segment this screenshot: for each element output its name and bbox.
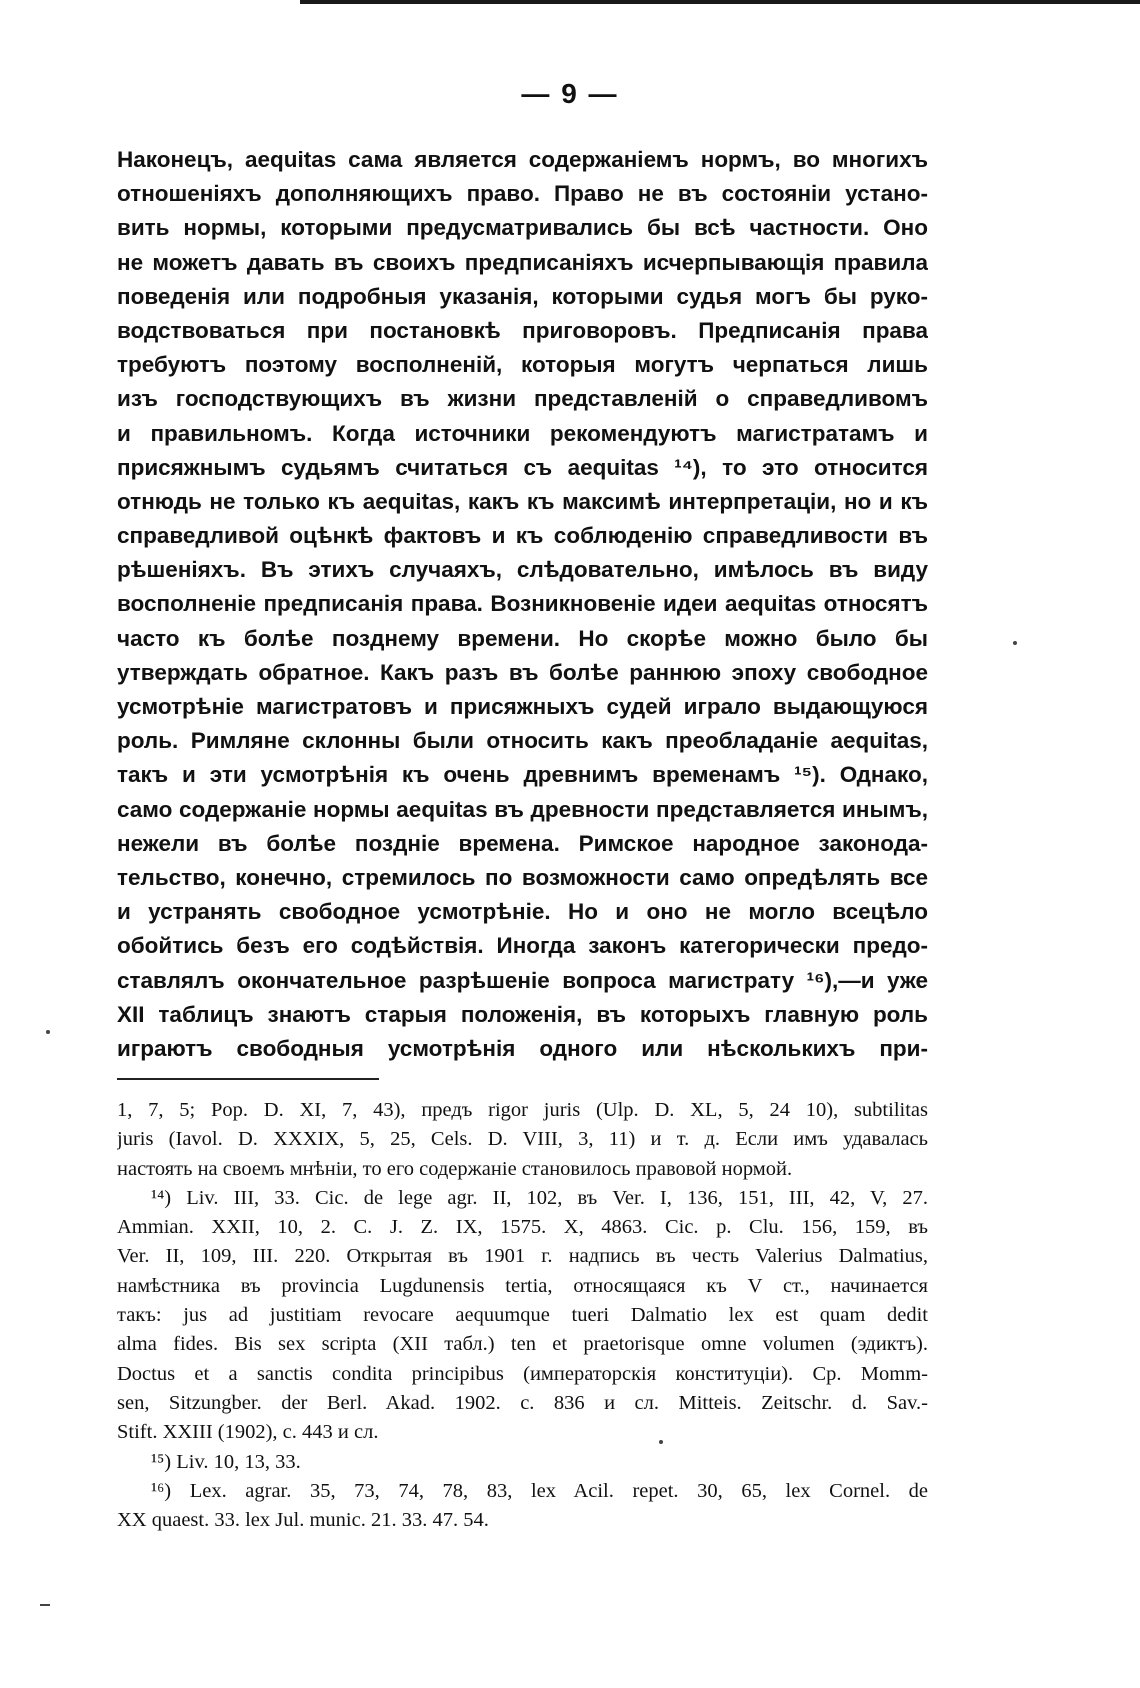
body-line: Наконецъ, aequitas сама является содержаніемъ нормъ, во многихъ [117, 147, 928, 172]
footnote-line: Ammian. XXII, 10, 2. C. J. Z. IX, 1575. X, 4863. Cic. p. Clu. 156, 159, въ [117, 1216, 928, 1239]
body-line: обойтись безъ его содѣйствія. Иногда законъ категорически предо- [117, 933, 928, 959]
footnote-line: sen, Sitzungber. der Berl. Akad. 1902. c. 836 и сл. Mitteis. Zeitschr. d. Sav.- [117, 1391, 928, 1414]
footnote-14: ¹⁴) Liv. III, 33. Cic. de lege agr. II, 102, въ Ver. I, 136, 151, III, 42, V, 27. [151, 1186, 928, 1209]
body-line: XII таблицъ знаютъ старыя положенія, въ которыхъ главную роль [117, 1001, 928, 1027]
body-line: рѣшеніяхъ. Въ этихъ случаяхъ, слѣдовательно, имѣлось въ виду [117, 557, 928, 583]
footnote-line: juris (Iavol. D. XXXIX, 5, 25, Cels. D. VIII, 3, 11) и т. д. Если имъ удавалась [117, 1128, 928, 1151]
body-line: и устранять свободное усмотрѣніе. Но и оно не могло всецѣло [117, 899, 928, 925]
scan-speck [1013, 641, 1017, 645]
body-line: отношеніяхъ дополняющихъ право. Право не въ состояніи устано- [117, 181, 928, 207]
footnote-line: такъ: jus ad justitiam revocare aequumque tueri Dalmatio lex est quam dedit [117, 1304, 928, 1327]
body-line: роль. Римляне склонны были относить какъ преобладаніе aequitas, [117, 728, 928, 754]
main-text [117, 143, 928, 1066]
footnote-line: alma fides. Bis sex scripta (XII табл.) ten et praetorisque omne volumen (эдиктъ). [117, 1333, 928, 1356]
scan-speck [659, 1440, 663, 1444]
body-line: такъ и эти усмотрѣнія къ очень древнимъ временамъ ¹⁵). Однако, [117, 762, 928, 788]
footnote-line: намѣстника въ provincia Lugdunensis tertia, относящаяся къ V ст., начинается [117, 1274, 928, 1297]
body-line: отнюдь не только къ aequitas, какъ къ максимѣ интерпретаціи, но и къ [117, 488, 928, 514]
body-line: само содержаніе нормы aequitas въ древности представляется инымъ, [117, 796, 928, 822]
body-line: тельство, конечно, стремилось по возможности само опредѣлять все [117, 864, 928, 890]
body-line: часто къ болѣе позднему времени. Но скорѣе можно было бы [117, 625, 928, 651]
body-line: вить нормы, которыми предусматривались бы всѣ частности. Оно [117, 215, 928, 241]
body-line: поведенія или подробныя указанія, которыми судья могъ бы руко- [117, 283, 928, 309]
footnote-line: Doctus et a sanctis condita principibus (императорскія конституціи). Cp. Momm- [117, 1362, 928, 1385]
body-line: и правильномъ. Когда источники рекомендуютъ магистратамъ и [117, 420, 928, 446]
body-line: присяжнымъ судьямъ считаться съ aequitas ¹⁴), то это относится [117, 454, 928, 480]
scan-mark [40, 1604, 50, 1606]
top-border-rule [300, 0, 1140, 4]
footnote-separator [117, 1078, 379, 1080]
body-line: играютъ свободныя усмотрѣнія одного или нѣсколькихъ при- [117, 1035, 928, 1061]
body-line: утверждать обратное. Какъ разъ въ болѣе раннюю эпоху свободное [117, 659, 928, 685]
body-line: восполненіе предписанія права. Возникновеніе идеи aequitas относятъ [117, 591, 928, 617]
footnote-line: 1, 7, 5; Pop. D. XI, 7, 43), предъ rigor juris (Ulp. D. XL, 5, 24 10), subtilitas [117, 1099, 928, 1121]
body-line: водствоваться при постановкѣ приговоровъ. Предписанія права [117, 317, 928, 343]
footnote-line: настоять на своемъ мнѣніи, то его содержаніе становилось правовой нормой. [117, 1157, 793, 1180]
scan-speck [46, 1030, 50, 1034]
footnote-15: ¹⁵) Liv. 10, 13, 33. [151, 1450, 301, 1473]
footnote-16: ¹⁶) Lex. agrar. 35, 73, 74, 78, 83, lex Acil. repet. 30, 65, lex Cornel. de [151, 1479, 928, 1502]
footnote-line: Ver. II, 109, III. 220. Открытая въ 1901 г. надпись въ честь Valerius Dalmatius, [117, 1245, 928, 1268]
body-line: усмотрѣніе магистратовъ и присяжныхъ судей играло выдающуюся [117, 694, 928, 719]
body-line: изъ господствующихъ въ жизни представленій о справедливомъ [117, 386, 928, 412]
body-line: справедливой оцѣнкѣ фактовъ и къ соблюденію справедливости въ [117, 523, 928, 549]
body-line: нежели въ болѣе поздніе времена. Римское народное законода- [117, 830, 928, 856]
page-number: — 9 — [521, 78, 619, 109]
body-line: ставлялъ окончательное разрѣшеніе вопроса магистрату ¹⁶),—и уже [117, 967, 928, 993]
footnote-line: XX quaest. 33. lex Jul. munic. 21. 33. 47. 54. [117, 1509, 489, 1532]
footnotes [117, 1096, 928, 1535]
body-line: не можетъ давать въ своихъ предписаніяхъ исчерпывающія правила [117, 249, 928, 275]
footnote-line: Stift. XXIII (1902), c. 443 и сл. [117, 1421, 379, 1444]
body-line: требуютъ поэтому восполненій, которыя могутъ черпаться лишь [117, 352, 928, 378]
